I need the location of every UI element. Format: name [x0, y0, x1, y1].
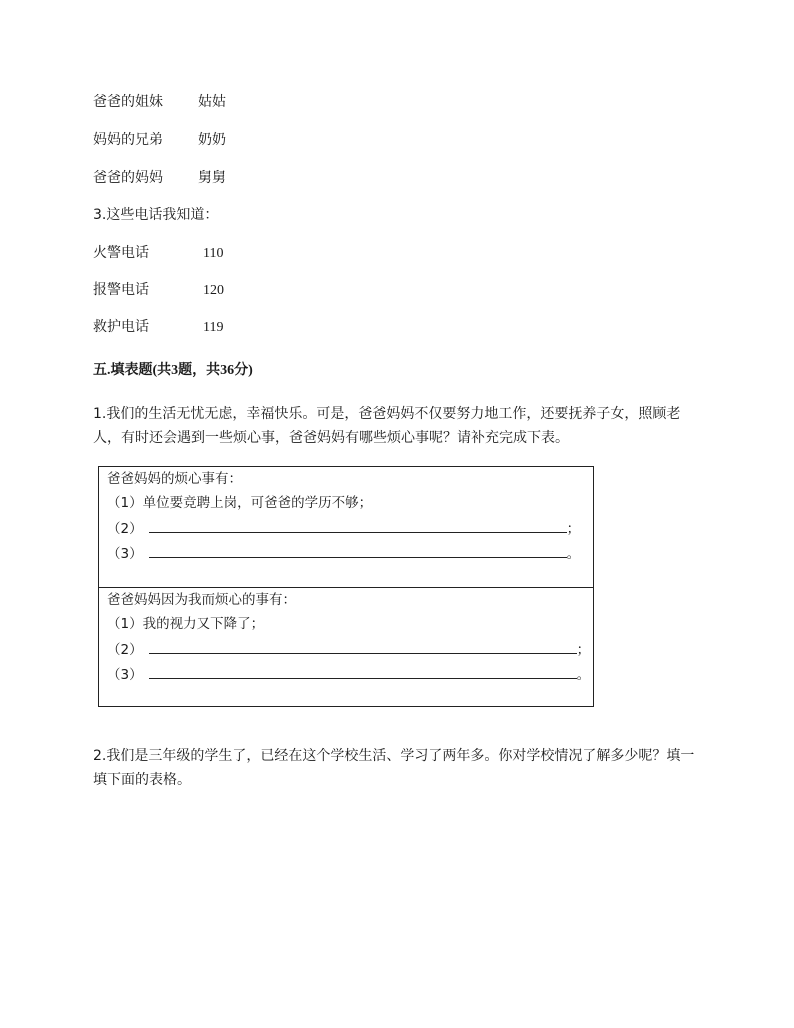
relation-row	[93, 130, 226, 150]
answer-blank[interactable]	[149, 518, 567, 533]
phone-label: 火警电话	[93, 245, 149, 261]
table-item-2	[107, 639, 590, 659]
answer-blank[interactable]	[149, 639, 577, 654]
item-label: （3）	[107, 546, 143, 562]
relation-right: 舅舅	[198, 170, 226, 186]
relation-left: 爸爸的姐妹	[93, 94, 163, 110]
item-label: （2）	[107, 642, 143, 658]
relation-row	[93, 92, 226, 112]
relation-left: 妈妈的兄弟	[93, 132, 163, 148]
answer-blank[interactable]	[149, 664, 577, 679]
table-item-2	[107, 518, 580, 538]
table-item-3	[107, 664, 590, 684]
item-end: 。	[576, 667, 591, 683]
item-label: （2）	[107, 521, 143, 537]
item-label: （3）	[107, 667, 143, 683]
phone-number: 110	[203, 246, 224, 261]
phone-row	[93, 243, 223, 263]
phone-number: 120	[203, 283, 224, 298]
question-1-text: 1.我们的生活无忧无虑，幸福快乐。可是，爸爸妈妈不仅要努力地工作，还要抚养子女，照顾老人，有时还会遇到一些烦心事，爸爸妈妈有哪些烦心事呢？请补充完成下表。	[93, 406, 681, 446]
relation-right: 奶奶	[198, 132, 226, 148]
relation-row	[93, 168, 226, 188]
phone-row	[93, 280, 224, 300]
item-end: ；	[566, 521, 581, 537]
table-heading: 爸爸妈妈因为我而烦心的事有：	[107, 592, 296, 608]
relation-right: 姑姑	[198, 94, 226, 110]
table-item-3	[107, 543, 580, 563]
worries-table-top	[98, 466, 594, 588]
item-end: 。	[566, 546, 581, 562]
phone-row	[93, 317, 223, 337]
phone-label: 救护电话	[93, 319, 149, 335]
worries-table-bottom	[98, 587, 594, 707]
table-heading: 爸爸妈妈的烦心事有：	[107, 471, 242, 487]
item-end: ；	[576, 642, 591, 658]
table-item-1: （1）我的视力又下降了；	[107, 616, 265, 632]
relation-left: 爸爸的妈妈	[93, 170, 163, 186]
question-3-title: 3.这些电话我知道：	[93, 207, 219, 223]
table-item-1: （1）单位要竞聘上岗，可爸爸的学历不够；	[107, 495, 373, 511]
section-5-title: 五.填表题(共3题，共36分)	[93, 363, 253, 378]
phone-number: 119	[203, 320, 224, 335]
phone-label: 报警电话	[93, 282, 149, 298]
answer-blank[interactable]	[149, 543, 567, 558]
question-2-text: 2.我们是三年级的学生了，已经在这个学校生活、学习了两年多。你对学校情况了解多少呢？填一填下面的表格。	[93, 748, 695, 788]
